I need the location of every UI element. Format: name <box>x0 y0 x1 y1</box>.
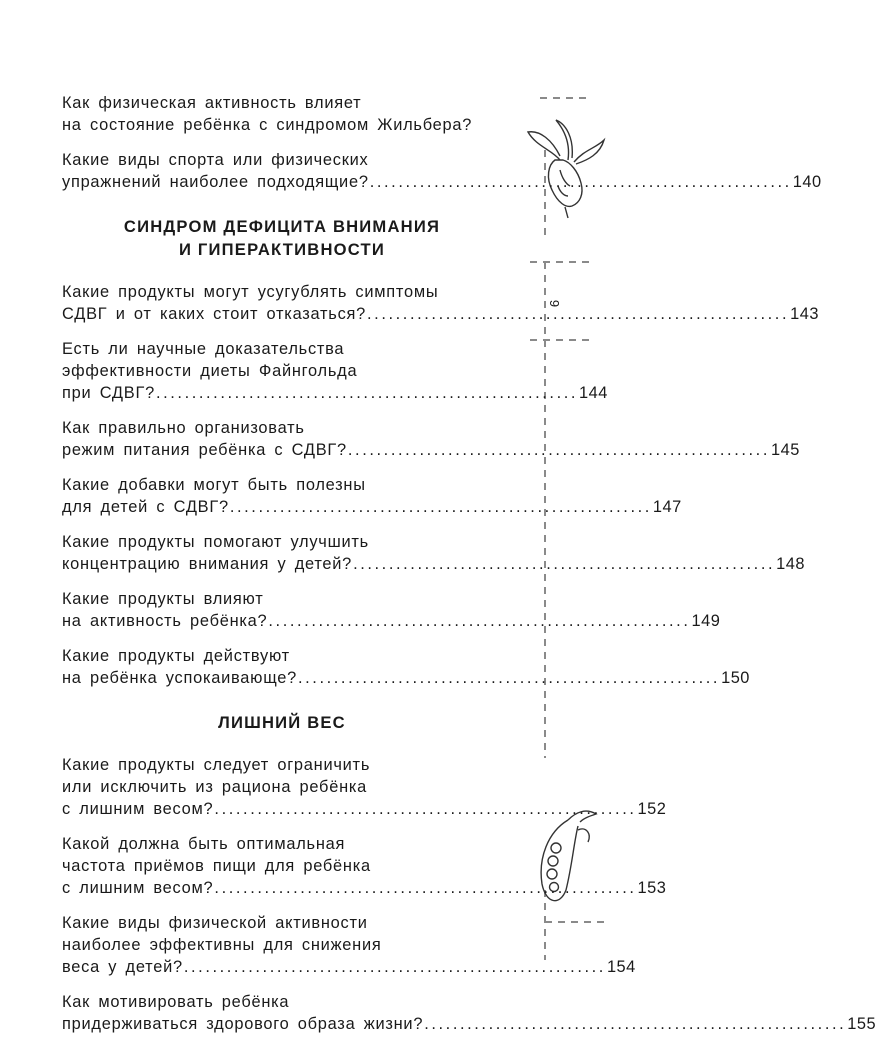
dot-leader: ........................................................... <box>424 1015 847 1033</box>
toc-entry-line: Есть ли научные доказательства <box>62 340 345 358</box>
toc-entry-last-line <box>62 553 805 575</box>
toc-entry <box>62 833 667 899</box>
toc-entry-line: Какие добавки могут быть полезны <box>62 476 366 494</box>
toc-entry-line: Как правильно организовать <box>62 419 305 437</box>
toc-page-number: 147 <box>652 498 682 516</box>
toc-page-number: 154 <box>606 958 636 976</box>
toc-entry <box>62 281 819 325</box>
toc-entry-line: Какие продукты могут усугублять симптомы <box>62 283 439 301</box>
toc-entry-last-line <box>62 610 721 632</box>
toc-entry-line: Какие продукты действуют <box>62 647 290 665</box>
toc-entry-line: СДВГ и от каких стоит отказаться? <box>62 305 367 323</box>
toc-page-number: 149 <box>691 612 721 630</box>
dot-leader: ........................................................... <box>347 441 770 459</box>
toc-entry-line: веса у детей? <box>62 958 183 976</box>
toc-entry-last-line <box>62 877 667 899</box>
section-heading <box>62 215 502 261</box>
dot-leader: ........................................................... <box>369 173 792 191</box>
toc-page-number: 153 <box>637 879 667 897</box>
toc-entry-line: для детей с СДВГ? <box>62 498 229 516</box>
toc-entry-line: на активность ребёнка? <box>62 612 268 630</box>
toc-entry-line: придерживаться здорового образа жизни? <box>62 1015 424 1033</box>
dot-leader: ........................................................... <box>298 669 721 687</box>
toc-page-number: 150 <box>721 669 750 687</box>
toc-entry-line: Какие продукты помогают улучшить <box>62 533 369 551</box>
toc-entry <box>62 754 667 820</box>
dot-leader: ........................................................... <box>214 800 637 818</box>
toc-entry <box>62 92 502 136</box>
toc-entry <box>62 531 805 575</box>
toc-entry-line: упражнений наиболее подходящие? <box>62 173 369 191</box>
toc-entry-line: Какие виды спорта или физических <box>62 151 369 169</box>
toc-entry-line: Как физическая активность влияет <box>62 94 362 112</box>
toc-entry-line: с лишним весом? <box>62 879 214 897</box>
toc-entry-last-line <box>62 798 667 820</box>
toc-entry <box>62 338 608 404</box>
dot-leader: ........................................................... <box>155 384 579 402</box>
dot-leader: ........................................................... <box>353 555 776 573</box>
toc-entry-last-line <box>62 1013 876 1035</box>
toc-entry-last-line <box>62 956 636 978</box>
toc-entry <box>62 588 721 632</box>
toc-entry <box>62 991 876 1035</box>
toc-entry-last-line <box>62 303 819 325</box>
toc-page-number: 145 <box>770 441 800 459</box>
toc-page-number: 143 <box>790 305 819 323</box>
toc-page-number: 155 <box>847 1015 876 1033</box>
toc-entry-last-line <box>62 171 822 193</box>
toc-entry-line: концентрацию внимания у детей? <box>62 555 353 573</box>
dot-leader: ........................................................... <box>214 879 637 897</box>
toc-entry <box>62 149 822 193</box>
dot-leader: ........................................................... <box>268 612 691 630</box>
toc-entry-line: на ребёнка успокаивающе? <box>62 669 297 687</box>
toc-entry-line: Какие продукты влияют <box>62 590 264 608</box>
table-of-contents <box>62 92 876 1048</box>
beet-icon <box>528 120 604 218</box>
toc-entry-last-line <box>62 496 682 518</box>
toc-entry-line: Какие виды физической активности <box>62 914 368 932</box>
toc-page-number: 148 <box>776 555 805 573</box>
toc-entry-line: при СДВГ? <box>62 384 155 402</box>
page-number: 9 <box>547 299 563 308</box>
toc-entry-line: частота приёмов пищи для ребёнка <box>62 857 371 875</box>
toc-entry <box>62 474 682 518</box>
section-heading-line: ЛИШНИЙ ВЕС <box>218 713 346 732</box>
dot-leader: ........................................................... <box>183 958 606 976</box>
toc-entry-last-line <box>62 382 608 404</box>
toc-entry-line: наиболее эффективны для снижения <box>62 936 382 954</box>
toc-entry-line: Как мотивировать ребёнка <box>62 993 290 1011</box>
toc-entry-line: эффективности диеты Файнгольда <box>62 362 358 380</box>
toc-entry <box>62 645 750 689</box>
section-heading-line: И ГИПЕРАКТИВНОСТИ <box>179 240 385 259</box>
toc-entry <box>62 912 636 978</box>
section-heading-line: СИНДРОМ ДЕФИЦИТА ВНИМАНИЯ <box>123 217 441 236</box>
toc-page-number: 140 <box>792 173 822 191</box>
section-heading <box>62 711 502 734</box>
toc-page-number: 144 <box>579 384 608 402</box>
toc-entry-last-line <box>62 439 800 461</box>
toc-entry-line: с лишним весом? <box>62 800 214 818</box>
toc-page-number: 152 <box>637 800 667 818</box>
toc-entry-line: или исключить из рациона ребёнка <box>62 778 368 796</box>
toc-entry-line: на состояние ребёнка с синдромом Жильбера? <box>62 116 473 134</box>
toc-entry-line: Какой должна быть оптимальная <box>62 835 346 853</box>
toc-entry <box>62 417 800 461</box>
dot-leader: ........................................................... <box>229 498 652 516</box>
toc-entry-last-line <box>62 667 750 689</box>
toc-entry-line: Какие продукты следует ограничить <box>62 756 371 774</box>
toc-entry-line: режим питания ребёнка с СДВГ? <box>62 441 347 459</box>
dot-leader: ........................................................... <box>367 305 790 323</box>
